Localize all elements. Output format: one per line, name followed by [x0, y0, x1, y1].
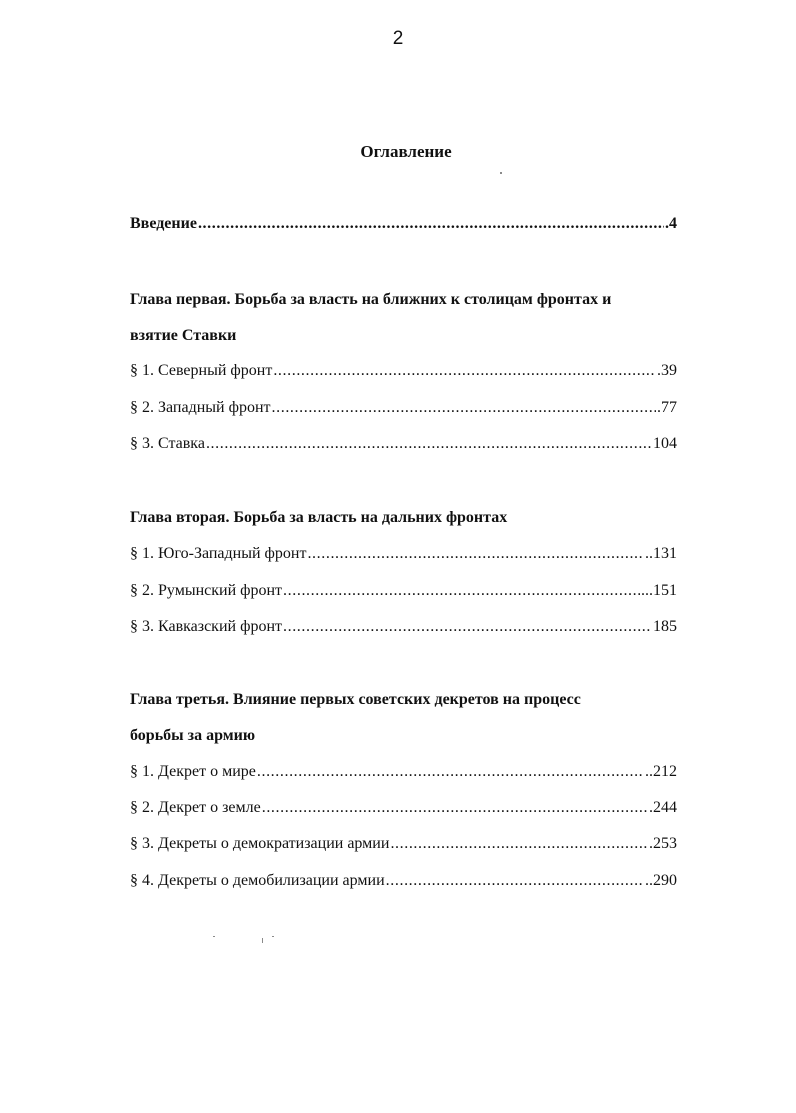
toc-entry — [130, 361, 677, 381]
toc-entry-page: ..212 — [645, 763, 677, 780]
toc-entry-label: § 2. Румынский фронт — [130, 582, 283, 599]
leader-dots — [206, 434, 652, 454]
leader-dots — [307, 544, 644, 564]
toc-entry-page: .39 — [657, 362, 677, 379]
toc-entry-label: § 1. Декрет о мире — [130, 763, 256, 780]
leader-dots — [386, 871, 644, 891]
leader-dots — [257, 762, 644, 782]
scan-speck — [213, 936, 215, 937]
toc-entry-page: 104 — [653, 435, 677, 452]
toc-entry-label: § 1. Юго-Западный фронт — [130, 545, 307, 562]
toc-entry — [130, 762, 677, 782]
toc-entry — [130, 398, 677, 418]
toc-entry-page: .244 — [649, 799, 677, 816]
toc-entry-label: Введение — [130, 215, 197, 232]
toc-entry — [130, 834, 677, 854]
toc-entry-label: § 1. Северный фронт — [130, 362, 273, 379]
page-number: 2 — [392, 28, 404, 49]
chapter-heading: Глава вторая. Борьба за власть на дальних фронтах — [130, 509, 508, 526]
toc-entry-introduction — [130, 214, 677, 234]
toc-entry-page: .77 — [657, 399, 677, 416]
leader-dots — [273, 361, 656, 381]
toc-entry-label: § 3. Кавказский фронт — [130, 618, 282, 635]
toc-entry-label: § 4. Декреты о демобилизации армии — [130, 872, 385, 889]
toc-entry-page: ...151 — [641, 582, 677, 599]
toc-entry-page: ..131 — [645, 545, 677, 562]
toc-entry-page: .4 — [665, 215, 677, 232]
chapter-heading-continuation: борьбы за армию — [130, 727, 256, 744]
scan-speck — [272, 936, 274, 937]
toc-entry-label: § 3. Декреты о демократизации армии — [130, 835, 390, 852]
toc-entry-label: § 3. Ставка — [130, 435, 205, 452]
chapter-heading: Глава первая. Борьба за власть на ближних к столицам фронтах и — [130, 291, 612, 308]
leader-dots — [198, 214, 664, 234]
toc-entry-label: § 2. Западный фронт — [130, 399, 271, 416]
toc-title: Оглавление — [360, 142, 452, 161]
scan-speck — [500, 172, 502, 174]
toc-entry-label: § 2. Декрет о земле — [130, 799, 261, 816]
leader-dots — [283, 617, 652, 637]
toc-entry — [130, 544, 677, 564]
chapter-heading: Глава третья. Влияние первых советских декретов на процесс — [130, 691, 581, 708]
toc-entry — [130, 871, 677, 891]
toc-entry — [130, 434, 677, 454]
leader-dots — [272, 398, 656, 418]
toc-entry — [130, 581, 677, 601]
toc-entry — [130, 798, 677, 818]
toc-entry-page: .253 — [649, 835, 677, 852]
toc-entry-page: 185 — [653, 618, 677, 635]
leader-dots — [262, 798, 648, 818]
leader-dots — [283, 581, 640, 601]
toc-entry-page: ..290 — [645, 872, 677, 889]
scan-speck — [262, 938, 263, 943]
chapter-heading-continuation: взятие Ставки — [130, 327, 237, 344]
toc-entry — [130, 617, 677, 637]
leader-dots — [390, 834, 648, 854]
